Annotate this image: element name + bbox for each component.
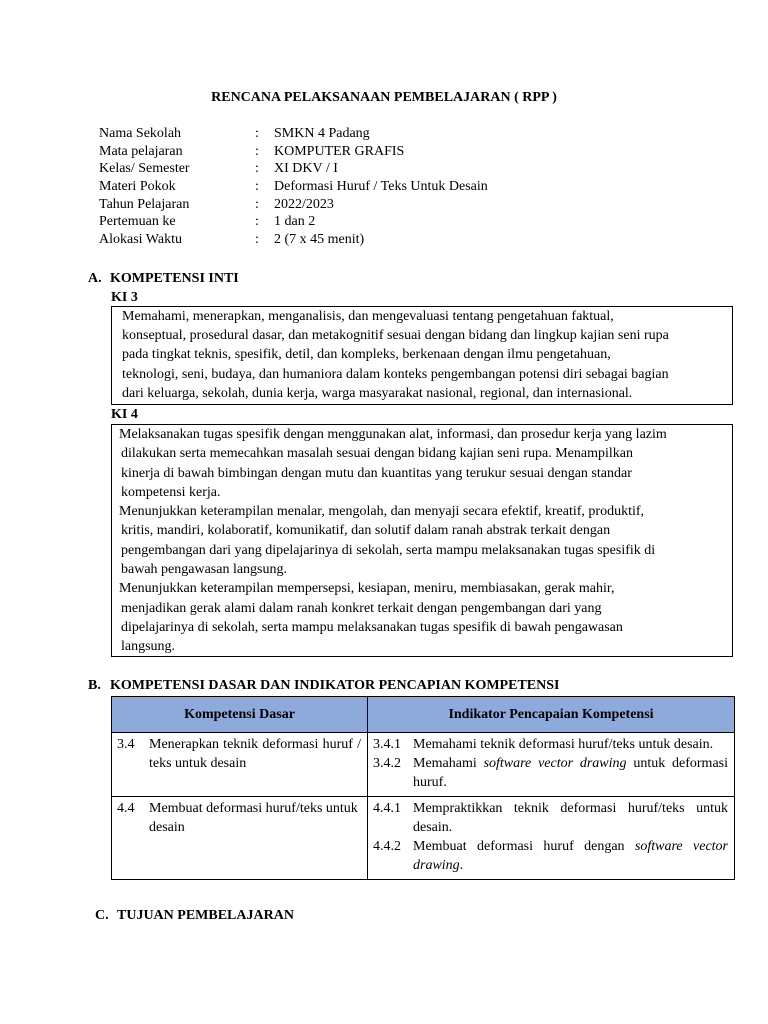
document-title: RENCANA PELAKSANAAN PEMBELAJARAN ( RPP ) <box>211 90 557 105</box>
kd-text: Membuat deformasi huruf/teks untuk desain <box>149 801 358 835</box>
ki4-line: kinerja di bawah bimbingan dengan mutu dan kuantitas yang terukur sesuai dengan standar <box>121 465 632 481</box>
indicator-text <box>413 799 728 837</box>
ki3-box <box>111 306 733 405</box>
indicator-number: 3.4.2 <box>373 756 401 771</box>
ki3-line: konseptual, prosedural dasar, dan metakognitif sesuai dengan bidang dan lingkup kajian seni rupa <box>122 328 669 344</box>
ki4-line: dipelajarinya di sekolah, serta mampu melaksanakan tugas spesifik di bawah pengawasan <box>121 619 623 635</box>
section-b-heading <box>88 676 559 695</box>
indicator-number: 3.4.1 <box>373 737 401 752</box>
indicator-item <box>373 799 728 837</box>
info-label: Mata pelajaran <box>99 143 183 159</box>
section-a-heading <box>88 269 239 288</box>
ki4-line: menjadikan gerak alami dalam ranah konkret terkait dengan pengembangan dari yang <box>121 600 602 616</box>
indicator-text-part: Memahami teknik deformasi huruf/teks untuk desain. <box>413 737 714 752</box>
kd-cell <box>112 797 368 880</box>
header-kd: Kompetensi Dasar <box>112 697 368 733</box>
ki4-line: langsung. <box>121 639 176 655</box>
info-row-meeting <box>99 213 659 231</box>
ki4-box <box>111 424 733 657</box>
indicator-item <box>373 735 728 754</box>
ki4-line: kritis, mandiri, kolaboratif, komunikatif, dan solutif dalam ranah abstrak terkait dengan <box>121 523 611 539</box>
info-row-time <box>99 231 659 249</box>
indicator-item <box>373 837 728 875</box>
section-title: KOMPETENSI INTI <box>110 271 239 286</box>
indicator-number: 4.4.2 <box>373 839 401 854</box>
info-label: Nama Sekolah <box>99 126 182 141</box>
ki4-line: dilakukan serta memecahkan masalah sesuai dengan bidang kajian seni rupa. Menampilkan <box>121 446 633 462</box>
info-label: Tahun Pelajaran <box>99 196 190 212</box>
section-letter: A. <box>88 271 102 286</box>
ki4-line: Menunjukkan keterampilan mempersepsi, kesiapan, meniru, membiasakan, gerak mahir, <box>119 581 615 597</box>
ki4-line: Melaksanakan tugas spesifik dengan menggunakan alat, informasi, dan prosedur kerja yang lazim <box>119 427 667 442</box>
info-label: Alokasi Waktu <box>99 232 182 248</box>
indicator-text <box>413 837 728 875</box>
indicator-text-part: Memahami <box>413 756 484 771</box>
section-c-heading <box>95 906 294 925</box>
ki3-line: pada tingkat teknis, spesifik, detil, dan kompleks, berkenaan dengan ilmu pengetahuan, <box>122 347 611 363</box>
info-label: Pertemuan ke <box>99 214 176 230</box>
info-value: Deformasi Huruf / Teks Untuk Desain <box>274 179 488 195</box>
info-value: XI DKV / I <box>274 161 338 177</box>
info-value: 1 dan 2 <box>274 214 316 230</box>
header-indicator: Indikator Pencapaian Kompetensi <box>368 697 735 733</box>
info-row-subject <box>99 143 659 161</box>
indicator-item <box>373 754 728 792</box>
indicator-text-part: Membuat deformasi huruf dengan <box>413 839 635 854</box>
ki4-label: KI 4 <box>111 407 138 422</box>
indicator-text <box>413 754 728 792</box>
ki4-line: Menunjukkan keterampilan menalar, mengolah, dan menyaji secara efektif, kreatif, produktif, <box>119 504 645 520</box>
table-row <box>112 797 735 880</box>
indicator-cell <box>368 797 735 880</box>
ki3-line: teknologi, seni, budaya, dan humaniora dalam konteks pengembangan potensi diri sebagai bagian <box>122 366 669 382</box>
table-header-row <box>112 697 735 733</box>
kd-number: 4.4 <box>117 801 135 816</box>
ki4-line: kompetensi kerja. <box>121 484 221 500</box>
indicator-text-part: untuk deformasi huruf. <box>413 756 728 790</box>
table-row <box>112 733 735 797</box>
indicator-italic-term: software vector drawing <box>413 839 729 873</box>
info-row-school <box>99 125 659 143</box>
indicator-text <box>413 735 728 754</box>
kd-cell <box>112 733 368 797</box>
indicator-number: 4.4.1 <box>373 801 401 816</box>
info-colon: : <box>255 179 259 195</box>
indicator-text-part: Mempraktikkan teknik deformasi huruf/teks untuk desain. <box>413 801 728 835</box>
indicator-cell <box>368 733 735 797</box>
section-title: KOMPETENSI DASAR DAN INDIKATOR PENCAPIAN KOMPETENSI <box>110 678 560 693</box>
info-value: SMKN 4 Padang <box>274 126 370 141</box>
competency-table <box>111 696 735 880</box>
section-title: TUJUAN PEMBELAJARAN <box>117 908 294 923</box>
kd-text: Menerapkan teknik deformasi huruf / teks untuk desain <box>149 737 361 771</box>
kd-number: 3.4 <box>117 737 135 752</box>
section-letter: B. <box>88 678 101 693</box>
info-row-topic <box>99 178 659 196</box>
ki4-line: bawah pengawasan langsung. <box>121 562 288 578</box>
info-colon: : <box>255 232 259 248</box>
info-label: Materi Pokok <box>99 179 176 195</box>
ki4-line: pengembangan dari yang dipelajarinya di sekolah, serta mampu melaksanakan tugas spesifik di <box>121 542 656 558</box>
section-letter: C. <box>95 908 109 923</box>
ki3-label: KI 3 <box>111 290 138 305</box>
info-row-year <box>99 196 659 214</box>
info-value: 2022/2023 <box>274 196 334 212</box>
ki3-line: dari keluarga, sekolah, dunia kerja, warga masyarakat nasional, regional, dan internasional. <box>122 385 633 401</box>
indicator-text-part: . <box>459 858 464 873</box>
info-row-class <box>99 160 659 178</box>
info-value: 2 (7 x 45 menit) <box>274 232 365 248</box>
indicator-italic-term: software vector drawing <box>483 756 627 771</box>
info-label: Kelas/ Semester <box>99 161 190 177</box>
info-value: KOMPUTER GRAFIS <box>274 143 405 159</box>
info-colon: : <box>255 161 259 177</box>
info-colon: : <box>255 126 259 141</box>
ki3-line: Memahami, menerapkan, menganalisis, dan mengevaluasi tentang pengetahuan faktual, <box>122 309 614 324</box>
info-colon: : <box>255 143 259 159</box>
info-colon: : <box>255 214 259 230</box>
identity-block <box>99 125 659 249</box>
info-colon: : <box>255 196 259 212</box>
